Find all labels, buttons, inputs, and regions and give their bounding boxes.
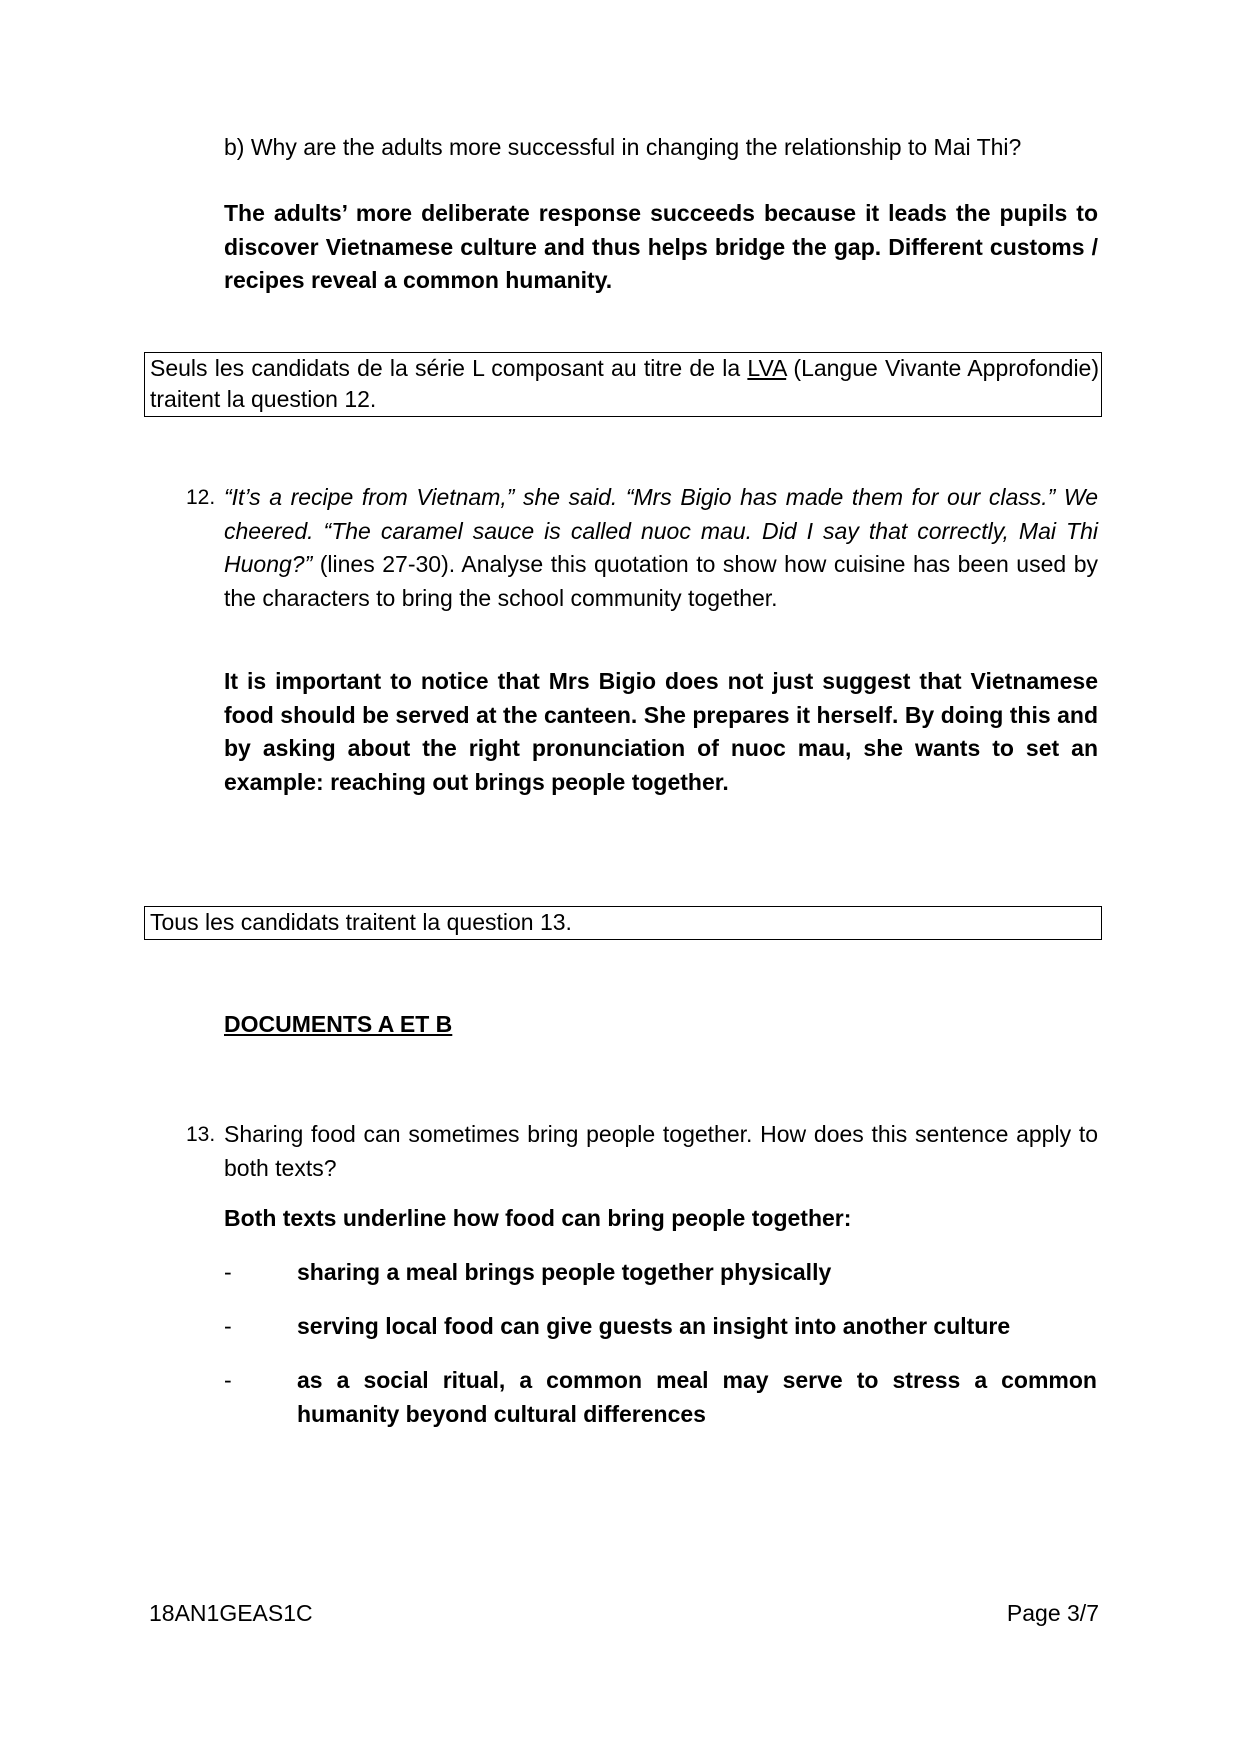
question-12-quote: “It’s a recipe from Vietnam,” she said. “Mrs Bigio has made them for our class.” We cheered. “The caramel sauce is called nuoc mau. Did I say that correctly, Mai Thi Huong?”: [224, 484, 1098, 577]
bullet-2-dash: -: [224, 1313, 232, 1339]
lva-abbreviation: LVA: [747, 355, 787, 381]
question-12-prompt: (lines 27-30). Analyse this quotation to show how cuisine has been used by the characters to bring the school community together.: [224, 551, 1098, 611]
answer-13-intro: Both texts underline how food can bring people together:: [224, 1205, 852, 1231]
question-12-number: 12.: [186, 486, 216, 509]
section-title: DOCUMENTS A ET B: [224, 1011, 453, 1037]
lva-instruction-before: Seuls les candidats de la série L composant au titre de la: [150, 355, 748, 381]
bullet-1-dash: -: [224, 1259, 232, 1285]
footer-document-code: 18AN1GEAS1C: [149, 1600, 313, 1626]
question-13-number: 13.: [186, 1123, 216, 1146]
footer-page-number: Page 3/7: [1006, 1600, 1099, 1626]
bullet-3-dash: -: [224, 1367, 232, 1393]
bullet-3-text: as a social ritual, a common meal may serve to stress a common humanity beyond cultural differences: [297, 1367, 1097, 1427]
question-13-text: Sharing food can sometimes bring people together. How does this sentence apply to both texts?: [224, 1121, 1098, 1181]
question-11b-text: b) Why are the adults more successful in changing the relationship to Mai Thi?: [224, 134, 1022, 160]
bullet-1-text: sharing a meal brings people together physically: [297, 1259, 832, 1285]
all-candidates-box: Tous les candidats traitent la question 13.: [144, 906, 1102, 940]
answer-12-text: It is important to notice that Mrs Bigio does not just suggest that Vietnamese food should be served at the canteen. She prepares it herself. By doing this and by asking about the right pronunciation of nuoc mau, she wants to set an example: reaching out brings people together.: [224, 668, 1098, 795]
question-12-text: [224, 481, 1098, 615]
answer-11b-text: The adults’ more deliberate response succeeds because it leads the pupils to discover Vietnamese culture and thus helps bridge the gap. Different customs / recipes reveal a common humanity.: [224, 200, 1098, 293]
lva-instruction-box: [144, 352, 1102, 417]
lva-instruction-after: (Langue Vivante Approfondie) traitent la question 12.: [150, 355, 1100, 412]
bullet-2-text: serving local food can give guests an insight into another culture: [297, 1313, 1011, 1339]
